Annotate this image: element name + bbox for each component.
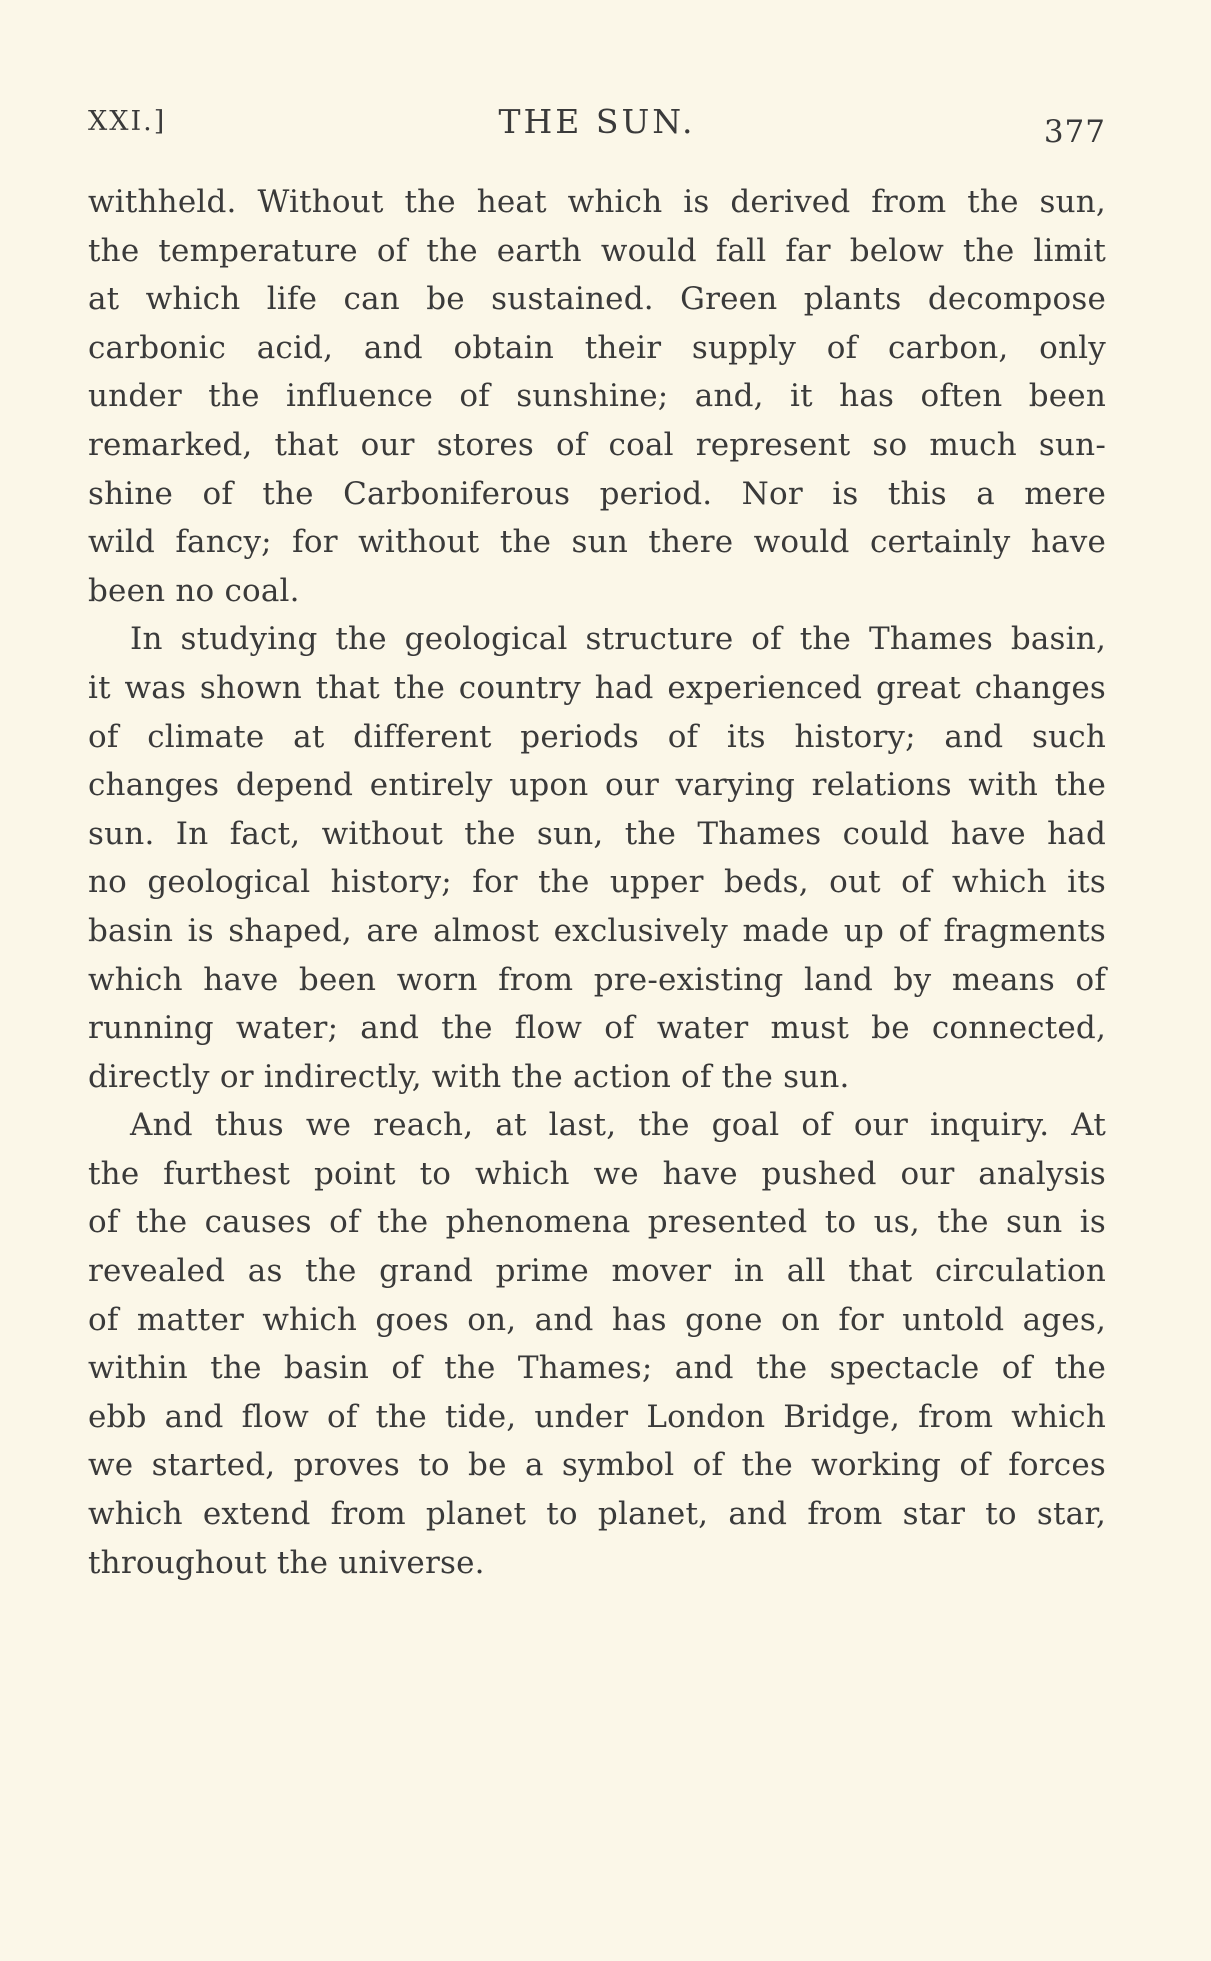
text-line: of the causes of the phenomena presented to us, the sun is: [88, 1204, 1106, 1241]
text-line: been no coal.: [88, 572, 300, 609]
text-line: sun. In fact, without the sun, the Thames could have had: [88, 815, 1106, 852]
text-line: the temperature of the earth would fall far below the limit: [88, 232, 1106, 269]
text-line: of matter which goes on, and has gone on for untold ages,: [88, 1301, 1106, 1338]
text-line: basin is shaped, are almost exclusively made up of fragments: [88, 912, 1106, 949]
text-line: which extend from planet to planet, and from star to star,: [88, 1496, 1106, 1533]
text-line: no geological history; for the upper beds, out of which its: [88, 864, 1106, 901]
text-line: wild fancy; for without the sun there would certainly have: [88, 524, 1106, 561]
text-line: directly or indirectly, with the action of the sun.: [88, 1058, 850, 1095]
text-line: we started, proves to be a symbol of the working of forces: [88, 1447, 1106, 1484]
text-line: under the influence of sunshine; and, it has often been: [88, 378, 1106, 415]
text-line: withheld. Without the heat which is derived from the sun,: [88, 184, 1106, 220]
text-line: ebb and flow of the tide, under London Bridge, from which: [88, 1398, 1106, 1435]
text-line: it was shown that the country had experienced great changes: [88, 669, 1106, 706]
text-line: changes depend entirely upon our varying relations with the: [88, 767, 1106, 804]
running-head: [88, 100, 1106, 150]
text-line: which have been worn from pre-existing land by means of: [88, 961, 1106, 998]
text-line: shine of the Carboniferous period. Nor is this a mere: [88, 475, 1106, 512]
text-line: revealed as the grand prime mover in all that circulation: [88, 1253, 1106, 1290]
text-line: of climate at different periods of its history; and such: [88, 718, 1106, 755]
page-number: 377: [1043, 114, 1106, 150]
text-line: the furthest point to which we have pushed our analysis: [88, 1155, 1106, 1192]
text-line: running water; and the flow of water must be connected,: [88, 1010, 1106, 1047]
chapter-number: XXI.]: [88, 106, 167, 137]
text-line: throughout the universe.: [88, 1544, 485, 1581]
text-line: remarked, that our stores of coal represent so much sun-: [88, 426, 1106, 463]
text-line: within the basin of the Thames; and the spectacle of the: [88, 1350, 1106, 1387]
text-line: In studying the geological structure of the Thames basin,: [130, 621, 1106, 658]
text-line: at which life can be sustained. Green plants decompose: [88, 281, 1106, 318]
body-text: [88, 178, 1106, 1587]
text-line: carbonic acid, and obtain their supply of carbon, only: [88, 329, 1106, 366]
text-line: And thus we reach, at last, the goal of our inquiry. At: [130, 1107, 1106, 1144]
page-title: THE SUN.: [498, 102, 696, 141]
